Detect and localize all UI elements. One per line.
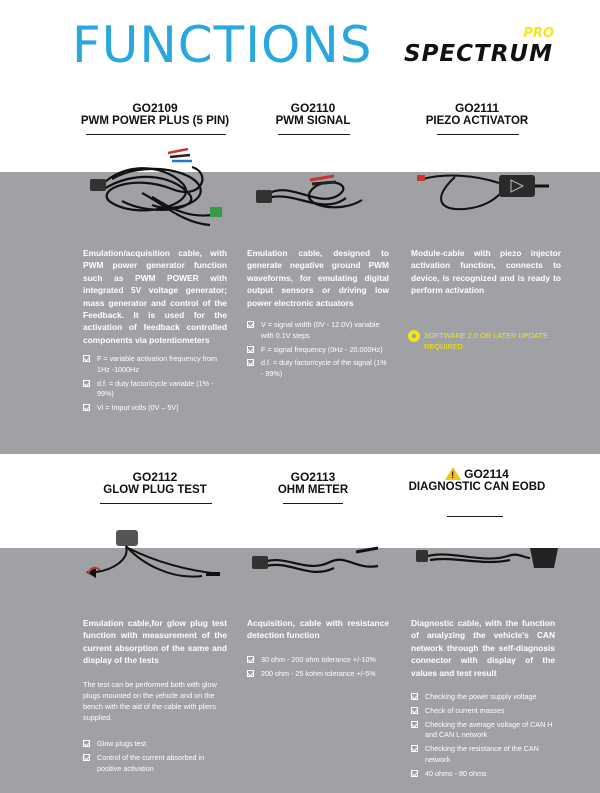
- spec-item: Control of the current absorbed in positive activation: [83, 753, 229, 775]
- product-code: GO2111: [454, 101, 500, 115]
- product-code: !GO2114: [402, 467, 552, 481]
- spectrum-pro-logo: [404, 26, 564, 72]
- product-paragraph: The test can be performed both with glow plugs mounted on the vehicle and on the bench with the aid of the cable with pliers supplied.: [83, 680, 217, 722]
- logo-badge: PRO: [523, 26, 554, 41]
- product-name: PWM SIGNAL: [275, 115, 351, 127]
- warning-icon: [445, 467, 461, 480]
- product-heading: [238, 102, 388, 128]
- heading-underline: [86, 134, 226, 135]
- checkbox-icon: [411, 707, 418, 714]
- spec-list: [83, 354, 227, 417]
- heading-underline: [437, 134, 519, 135]
- checkbox-icon: [83, 404, 90, 411]
- product-name: GLOW PLUG TEST: [103, 484, 207, 496]
- checkbox-icon: [411, 745, 418, 752]
- checkbox-icon: [411, 721, 418, 728]
- spec-list: [83, 739, 229, 777]
- checkbox-icon: [411, 770, 418, 777]
- spec-list: [247, 655, 393, 683]
- gear-icon: [408, 330, 420, 342]
- module-cable-image: [415, 165, 555, 225]
- checkbox-icon: [83, 740, 90, 747]
- product-heading: [402, 467, 552, 494]
- obd-cable-image: [412, 536, 562, 582]
- product-heading: [70, 102, 240, 128]
- product-description: Acquisition, cable with resistance detection function: [247, 618, 389, 641]
- heading-underline: [283, 503, 343, 504]
- product-name: OHM METER: [277, 484, 349, 496]
- checkbox-icon: [411, 693, 418, 700]
- product-heading: [238, 471, 388, 497]
- checkbox-icon: [247, 321, 254, 328]
- spec-item: Checking the resistance of the CAN network: [411, 744, 561, 766]
- cable-bundle-image: [82, 143, 232, 233]
- checkbox-icon: [83, 754, 90, 761]
- product-heading: [402, 102, 552, 128]
- spec-item: 200 ohm - 25 kohm tolerance +/-5%: [247, 669, 393, 680]
- spec-item: F = variable activation frequency from 1Hz -1000Hz: [83, 354, 227, 376]
- heading-underline: [278, 134, 350, 135]
- checkbox-icon: [83, 380, 90, 387]
- spec-list: [247, 320, 391, 383]
- product-description: Diagnostic cable, with the function of analyzing the vehicle's CAN network through the self-diagnosis connector with display of the values and test result: [411, 618, 555, 678]
- spec-item: 30 ohm - 200 ohm tolerance +/-10%: [247, 655, 393, 666]
- spec-item: 40 ohms - 80 ohms: [411, 769, 561, 780]
- checkbox-icon: [247, 359, 254, 366]
- product-description: Module-cable with piezo injector activation function, connects to device, is recognized and is ready to perform activation: [411, 248, 561, 296]
- product-description: Emulation cable,for glow plug test function with measurement of the current absorption of the same and display of the tests: [83, 618, 227, 666]
- spec-item: d.f. = duty factor/cycle of the signal (1% - 99%): [247, 358, 391, 380]
- page-title: FUNCTIONS: [72, 16, 373, 74]
- logo-text: SPECTRUM: [404, 41, 553, 67]
- software-note: SOFTWARE 2.0 OR LATER UPDATE REQUIRED: [408, 330, 588, 352]
- checkbox-icon: [247, 656, 254, 663]
- spec-item: Checking the power supply voltage: [411, 692, 561, 703]
- product-name: PIEZO ACTIVATOR: [425, 115, 529, 127]
- spec-item: Vi = Imput volts (0V – 5V): [83, 403, 227, 414]
- product-code: GO2110: [290, 101, 336, 115]
- product-heading: [70, 471, 240, 497]
- spec-item: d.f. = duty factor/cycle variable (1% - 99%): [83, 379, 227, 401]
- spec-list: [411, 692, 561, 783]
- product-code: GO2113: [290, 470, 336, 484]
- product-name: DIAGNOSTIC CAN EOBD: [408, 481, 546, 493]
- checkbox-icon: [83, 355, 90, 362]
- heading-underline: [447, 516, 503, 517]
- spec-item: Checking the average voltage of CAN H and CAN L network: [411, 720, 561, 742]
- product-description: Emulation/acquisition cable, with PWM power generator function such as PWM POWER with integrated 5V voltage generator; mass generator and control of the Feedback. It is used for the activation of feedback controlled components via potentiometers: [83, 248, 227, 345]
- checkbox-icon: [247, 346, 254, 353]
- ohm-cable-image: [246, 540, 386, 590]
- spec-item: V = signal width (0V - 12.0V) variable with 0.1V steps: [247, 320, 391, 342]
- product-code: GO2109: [132, 101, 178, 115]
- heading-underline: [100, 503, 212, 504]
- product-description: Emulation cable, designed to generate negative ground PWM waveforms, for emulating digital output sensors or driving low power electronic actuators: [247, 248, 389, 308]
- spec-item: Check of current masses: [411, 706, 561, 717]
- spec-item: Glow plugs test: [83, 739, 229, 750]
- cable-image: [250, 170, 380, 225]
- glow-plug-cable-image: [82, 520, 232, 590]
- spec-item: F = signal frequency (0Hz - 20.000Hz): [247, 345, 391, 356]
- product-name: PWM POWER PLUS (5 PIN): [80, 115, 230, 127]
- checkbox-icon: [247, 670, 254, 677]
- product-code: GO2112: [132, 470, 178, 484]
